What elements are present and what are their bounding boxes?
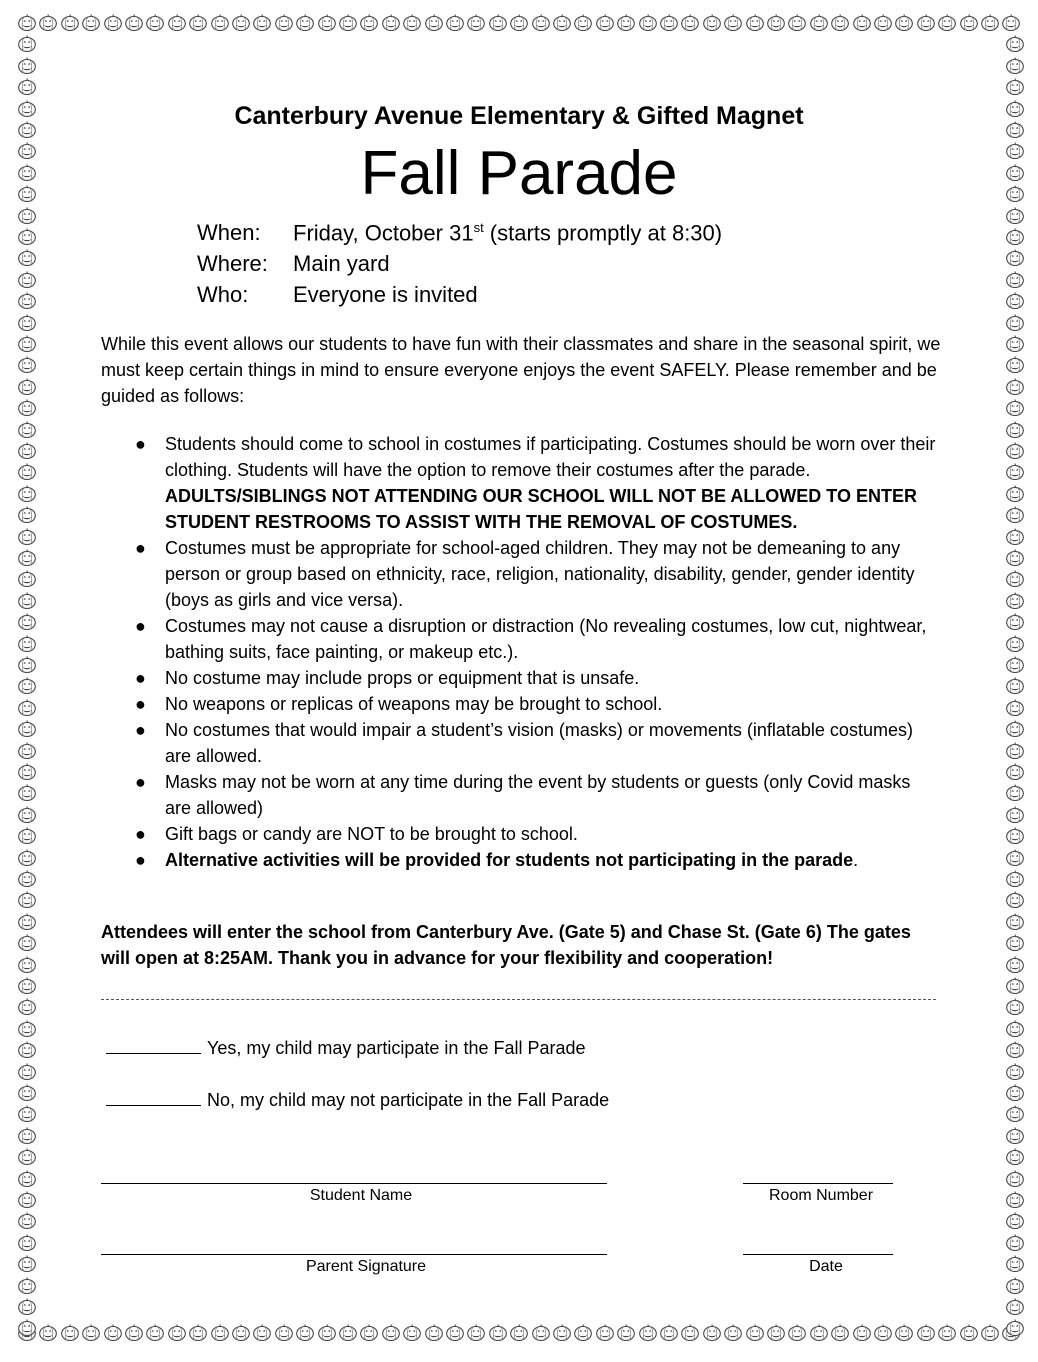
- rule-tail: .: [853, 850, 859, 870]
- bullet-icon: ●: [135, 772, 146, 792]
- where-label: Where:: [197, 251, 268, 276]
- pumpkin-icon: [1005, 718, 1025, 738]
- pumpkin-icon: [445, 1322, 465, 1342]
- pumpkin-icon: [1005, 996, 1025, 1016]
- pumpkin-icon: [17, 825, 37, 845]
- pumpkin-icon: [1005, 740, 1025, 760]
- who-row: [197, 282, 478, 308]
- pumpkin-icon: [17, 782, 37, 802]
- pumpkin-icon: [638, 1322, 658, 1342]
- pumpkin-icon: [873, 12, 893, 32]
- pumpkin-icon: [17, 290, 37, 310]
- pumpkin-icon: [894, 1322, 914, 1342]
- pumpkin-icon: [1005, 461, 1025, 481]
- pumpkin-icon: [766, 12, 786, 32]
- pumpkin-icon: [424, 1322, 444, 1342]
- pumpkin-icon: [210, 12, 230, 32]
- pumpkin-icon: [17, 526, 37, 546]
- pumpkin-icon: [702, 1322, 722, 1342]
- pumpkin-icon: [274, 1322, 294, 1342]
- pumpkin-icon: [167, 12, 187, 32]
- parent-signature-label: Parent Signature: [305, 1258, 427, 1275]
- bullet-icon: ●: [135, 668, 146, 688]
- where-value: Main yard: [293, 251, 390, 276]
- pumpkin-icon: [1005, 954, 1025, 974]
- pumpkin-icon: [852, 1322, 872, 1342]
- pumpkin-icon: [1005, 825, 1025, 845]
- pumpkin-icon: [702, 12, 722, 32]
- page-title: Fall Parade: [360, 139, 678, 208]
- pumpkin-icon: [1005, 419, 1025, 439]
- pumpkin-icon: [1005, 290, 1025, 310]
- yes-label: Yes, my child may participate in the Fall Parade: [207, 1038, 586, 1058]
- pumpkin-icon: [1005, 1125, 1025, 1145]
- pumpkin-icon: [17, 654, 37, 674]
- pumpkin-icon: [17, 226, 37, 246]
- pumpkin-icon: [145, 12, 165, 32]
- pumpkin-icon: [17, 1296, 37, 1316]
- pumpkin-icon: [1005, 911, 1025, 931]
- rule-item: [101, 535, 941, 613]
- pumpkin-icon: [1005, 804, 1025, 824]
- pumpkin-icon: [17, 55, 37, 75]
- pumpkin-icon: [959, 1322, 979, 1342]
- pumpkin-icon: [787, 1322, 807, 1342]
- pumpkin-icon: [17, 633, 37, 653]
- pumpkin-icon: [1005, 76, 1025, 96]
- pumpkin-icon: [17, 740, 37, 760]
- pumpkin-icon: [274, 12, 294, 32]
- pumpkin-icon: [17, 76, 37, 96]
- pumpkin-icon: [17, 547, 37, 567]
- cut-line: [101, 999, 936, 1000]
- pumpkin-icon: [1005, 1103, 1025, 1123]
- pumpkin-icon: [17, 354, 37, 374]
- rule-text: No costume may include props or equipment that is unsafe.: [165, 668, 640, 688]
- pumpkin-icon: [124, 1322, 144, 1342]
- no-option[interactable]: [106, 1090, 609, 1111]
- pumpkin-icon: [830, 12, 850, 32]
- pumpkin-icon: [17, 33, 37, 53]
- pumpkin-icon: [488, 1322, 508, 1342]
- pumpkin-icon: [1005, 1082, 1025, 1102]
- yes-option[interactable]: [106, 1038, 586, 1059]
- rule-item: [101, 821, 941, 847]
- pumpkin-icon: [17, 718, 37, 738]
- pumpkin-icon: [894, 12, 914, 32]
- pumpkin-icon: [252, 12, 272, 32]
- date-line[interactable]: [743, 1254, 893, 1255]
- pumpkin-icon: [531, 1322, 551, 1342]
- pumpkin-icon: [210, 1322, 230, 1342]
- rule-item: [101, 717, 941, 769]
- student-name-line[interactable]: [101, 1183, 607, 1184]
- when-row: [197, 220, 722, 246]
- pumpkin-icon: [17, 504, 37, 524]
- pumpkin-icon: [295, 12, 315, 32]
- pumpkin-icon: [188, 12, 208, 32]
- pumpkin-icon: [509, 1322, 529, 1342]
- pumpkin-icon: [1005, 761, 1025, 781]
- when-rest: (starts promptly at 8:30): [483, 220, 723, 246]
- pumpkin-icon: [873, 1322, 893, 1342]
- bullet-icon: ●: [135, 720, 146, 740]
- pumpkin-icon: [1005, 226, 1025, 246]
- pumpkin-icon: [17, 996, 37, 1016]
- pumpkin-icon: [445, 12, 465, 32]
- pumpkin-icon: [1005, 633, 1025, 653]
- pumpkin-icon: [1005, 590, 1025, 610]
- pumpkin-icon: [1005, 675, 1025, 695]
- pumpkin-icon: [852, 12, 872, 32]
- pumpkin-icon: [103, 1322, 123, 1342]
- pumpkin-icon: [381, 12, 401, 32]
- bullet-icon: ●: [135, 694, 146, 714]
- pumpkin-icon: [17, 932, 37, 952]
- rule-text: No weapons or replicas of weapons may be brought to school.: [165, 694, 663, 714]
- pumpkin-icon: [103, 12, 123, 32]
- pumpkin-icon: [17, 1103, 37, 1123]
- rule-text: Costumes must be appropriate for school-aged children. They may not be demeaning to any person or group based on ethnicity, race, religion, nationality, disability, gender, gender identity (boys as girls and vice versa).: [165, 538, 915, 610]
- date-label: Date: [809, 1258, 843, 1275]
- pumpkin-icon: [1001, 12, 1021, 32]
- rule-item: [101, 847, 941, 873]
- pumpkin-icon: [916, 12, 936, 32]
- pumpkin-icon: [1005, 1275, 1025, 1295]
- rule-item: [101, 613, 941, 665]
- no-label: No, my child may not participate in the Fall Parade: [207, 1090, 610, 1110]
- pumpkin-icon: [17, 247, 37, 267]
- pumpkin-icon: [980, 1322, 1000, 1342]
- pumpkin-icon: [338, 12, 358, 32]
- pumpkin-icon: [1005, 611, 1025, 631]
- pumpkin-icon: [17, 847, 37, 867]
- pumpkin-icon: [1005, 1210, 1025, 1230]
- pumpkin-icon: [359, 1322, 379, 1342]
- rule-item: [101, 769, 941, 821]
- pumpkin-icon: [252, 1322, 272, 1342]
- pumpkin-icon: [145, 1322, 165, 1342]
- pumpkin-icon: [17, 590, 37, 610]
- pumpkin-icon: [1005, 504, 1025, 524]
- pumpkin-icon: [17, 1061, 37, 1081]
- pumpkin-icon: [1005, 1061, 1025, 1081]
- pumpkin-icon: [167, 1322, 187, 1342]
- pumpkin-icon: [17, 397, 37, 417]
- pumpkin-icon: [552, 12, 572, 32]
- room-number-label: Room Number: [768, 1187, 874, 1204]
- where-row: [197, 251, 390, 277]
- pumpkin-icon: [17, 12, 37, 32]
- school-name: Canterbury Avenue Elementary & Gifted Magnet: [234, 102, 804, 130]
- pumpkin-icon: [466, 1322, 486, 1342]
- pumpkin-icon: [124, 12, 144, 32]
- pumpkin-icon: [317, 1322, 337, 1342]
- room-number-line[interactable]: [743, 1183, 893, 1184]
- pumpkin-icon: [1005, 1317, 1025, 1337]
- yes-blank[interactable]: [106, 1053, 201, 1054]
- pumpkin-icon: [1005, 847, 1025, 867]
- pumpkin-icon: [17, 1275, 37, 1295]
- pumpkin-icon: [1005, 1146, 1025, 1166]
- pumpkin-icon: [17, 889, 37, 909]
- rule-bold: ADULTS/SIBLINGS NOT ATTENDING OUR SCHOOL WILL NOT BE ALLOWED TO ENTER STUDENT RESTROOMS TO ASSIST WITH THE REMOVAL OF COSTUMES.: [165, 486, 917, 532]
- rule-item: [101, 431, 941, 535]
- pumpkin-icon: [17, 868, 37, 888]
- rule-text: Costumes may not cause a disruption or distraction (No revealing costumes, low cut, nightwear, bathing suits, face painting, or makeup etc.).: [165, 616, 927, 662]
- pumpkin-icon: [1005, 526, 1025, 546]
- pumpkin-icon: [595, 12, 615, 32]
- pumpkin-icon: [402, 12, 422, 32]
- pumpkin-icon: [17, 697, 37, 717]
- pumpkin-icon: [17, 761, 37, 781]
- pumpkin-icon: [424, 12, 444, 32]
- pumpkin-icon: [573, 1322, 593, 1342]
- rule-text: Masks may not be worn at any time during the event by students or guests (only Covid masks are allowed): [165, 772, 911, 818]
- pumpkin-icon: [17, 975, 37, 995]
- pumpkin-icon: [809, 12, 829, 32]
- pumpkin-icon: [531, 12, 551, 32]
- pumpkin-icon: [916, 1322, 936, 1342]
- pumpkin-icon: [638, 12, 658, 32]
- pumpkin-icon: [17, 1146, 37, 1166]
- rule-text: Students should come to school in costumes if participating. Costumes should be worn over their clothing. Students will have the option to remove their costumes after the parade.: [165, 434, 936, 480]
- pumpkin-icon: [552, 1322, 572, 1342]
- pumpkin-icon: [1005, 1189, 1025, 1209]
- rule-item: [101, 665, 941, 691]
- bullet-icon: ●: [135, 538, 146, 558]
- pumpkin-icon: [680, 1322, 700, 1342]
- pumpkin-icon: [17, 312, 37, 332]
- pumpkin-icon: [17, 419, 37, 439]
- pumpkin-icon: [295, 1322, 315, 1342]
- rule-text: No costumes that would impair a student’s vision (masks) or movements (inflatable costumes) are allowed.: [165, 720, 913, 766]
- bullet-icon: ●: [135, 616, 146, 636]
- when-label: When:: [197, 220, 261, 246]
- pumpkin-icon: [1005, 654, 1025, 674]
- pumpkin-icon: [17, 1125, 37, 1145]
- pumpkin-icon: [766, 1322, 786, 1342]
- pumpkin-icon: [231, 12, 251, 32]
- pumpkin-icon: [723, 1322, 743, 1342]
- pumpkin-icon: [402, 1322, 422, 1342]
- pumpkin-icon: [616, 1322, 636, 1342]
- pumpkin-icon: [488, 12, 508, 32]
- pumpkin-icon: [616, 12, 636, 32]
- bullet-icon: ●: [135, 850, 146, 870]
- pumpkin-icon: [1005, 1253, 1025, 1273]
- pumpkin-icon: [17, 675, 37, 695]
- pumpkin-icon: [338, 1322, 358, 1342]
- pumpkin-icon: [1005, 312, 1025, 332]
- pumpkin-icon: [38, 1322, 58, 1342]
- pumpkin-icon: [1005, 483, 1025, 503]
- when-sup: st: [473, 220, 484, 235]
- who-value: Everyone is invited: [293, 282, 478, 307]
- pumpkin-icon: [959, 12, 979, 32]
- pumpkin-icon: [1005, 1296, 1025, 1316]
- pumpkin-icon: [60, 1322, 80, 1342]
- pumpkin-icon: [1005, 33, 1025, 53]
- pumpkin-icon: [573, 12, 593, 32]
- pumpkin-icon: [17, 1232, 37, 1252]
- attendees-paragraph: Attendees will enter the school from Canterbury Ave. (Gate 5) and Chase St. (Gate 6) The gates will open at 8:25AM. Thank you in advance for your flexibility and cooperation!: [101, 922, 911, 968]
- intro-paragraph: While this event allows our students to have fun with their classmates and share in the seasonal spirit, we must keep certain things in mind to ensure everyone enjoys the event SAFELY. Please remember and be guided as follows:: [101, 334, 941, 406]
- pumpkin-icon: [1005, 397, 1025, 417]
- no-blank[interactable]: [106, 1105, 201, 1106]
- pumpkin-icon: [17, 1317, 37, 1337]
- pumpkin-icon: [17, 1168, 37, 1188]
- pumpkin-icon: [17, 1210, 37, 1230]
- pumpkin-icon: [17, 568, 37, 588]
- bullet-icon: ●: [135, 824, 146, 844]
- pumpkin-icon: [1005, 247, 1025, 267]
- pumpkin-icon: [381, 1322, 401, 1342]
- pumpkin-icon: [17, 461, 37, 481]
- pumpkin-icon: [659, 12, 679, 32]
- bullet-icon: ●: [135, 434, 146, 454]
- pumpkin-icon: [1005, 568, 1025, 588]
- pumpkin-icon: [1005, 1039, 1025, 1059]
- rule-text: Gift bags or candy are NOT to be brought to school.: [165, 824, 578, 844]
- pumpkin-icon: [745, 1322, 765, 1342]
- pumpkin-icon: [1005, 547, 1025, 567]
- pumpkin-icon: [17, 911, 37, 931]
- rule-item: [101, 691, 941, 717]
- pumpkin-icon: [38, 12, 58, 32]
- pumpkin-icon: [1005, 889, 1025, 909]
- pumpkin-icon: [787, 12, 807, 32]
- pumpkin-icon: [1005, 697, 1025, 717]
- pumpkin-icon: [1005, 782, 1025, 802]
- pumpkin-icon: [17, 269, 37, 289]
- rule-bold: Alternative activities will be provided for students not participating in the parade: [165, 850, 854, 870]
- pumpkin-icon: [659, 1322, 679, 1342]
- pumpkin-icon: [17, 611, 37, 631]
- pumpkin-icon: [1005, 376, 1025, 396]
- pumpkin-icon: [595, 1322, 615, 1342]
- pumpkin-icon: [17, 1082, 37, 1102]
- pumpkin-icon: [980, 12, 1000, 32]
- pumpkin-icon: [81, 12, 101, 32]
- pumpkin-icon: [1005, 1018, 1025, 1038]
- when-value: Friday, October 31: [293, 220, 474, 246]
- pumpkin-icon: [17, 1253, 37, 1273]
- pumpkin-icon: [1005, 333, 1025, 353]
- pumpkin-icon: [1005, 1232, 1025, 1252]
- pumpkin-icon: [1005, 269, 1025, 289]
- pumpkin-icon: [1005, 354, 1025, 374]
- pumpkin-icon: [17, 483, 37, 503]
- pumpkin-icon: [17, 804, 37, 824]
- pumpkin-icon: [1005, 932, 1025, 952]
- pumpkin-icon: [830, 1322, 850, 1342]
- pumpkin-icon: [937, 1322, 957, 1342]
- rules-list: [101, 431, 941, 873]
- student-name-label: Student Name: [309, 1187, 413, 1204]
- pumpkin-icon: [809, 1322, 829, 1342]
- pumpkin-icon: [723, 12, 743, 32]
- pumpkin-icon: [17, 1018, 37, 1038]
- pumpkin-icon: [17, 954, 37, 974]
- pumpkin-icon: [17, 1039, 37, 1059]
- pumpkin-icon: [1005, 975, 1025, 995]
- pumpkin-icon: [17, 440, 37, 460]
- pumpkin-icon: [745, 12, 765, 32]
- pumpkin-icon: [231, 1322, 251, 1342]
- parent-signature-line[interactable]: [101, 1254, 607, 1255]
- pumpkin-icon: [188, 1322, 208, 1342]
- pumpkin-icon: [17, 333, 37, 353]
- pumpkin-icon: [937, 12, 957, 32]
- pumpkin-icon: [17, 376, 37, 396]
- pumpkin-icon: [1005, 440, 1025, 460]
- pumpkin-icon: [466, 12, 486, 32]
- who-label: Who:: [197, 282, 249, 307]
- pumpkin-icon: [60, 12, 80, 32]
- pumpkin-icon: [1005, 55, 1025, 75]
- pumpkin-icon: [81, 1322, 101, 1342]
- pumpkin-icon: [317, 12, 337, 32]
- pumpkin-icon: [509, 12, 529, 32]
- pumpkin-icon: [1005, 868, 1025, 888]
- pumpkin-icon: [359, 12, 379, 32]
- pumpkin-icon: [1005, 1168, 1025, 1188]
- pumpkin-icon: [680, 12, 700, 32]
- pumpkin-icon: [17, 1189, 37, 1209]
